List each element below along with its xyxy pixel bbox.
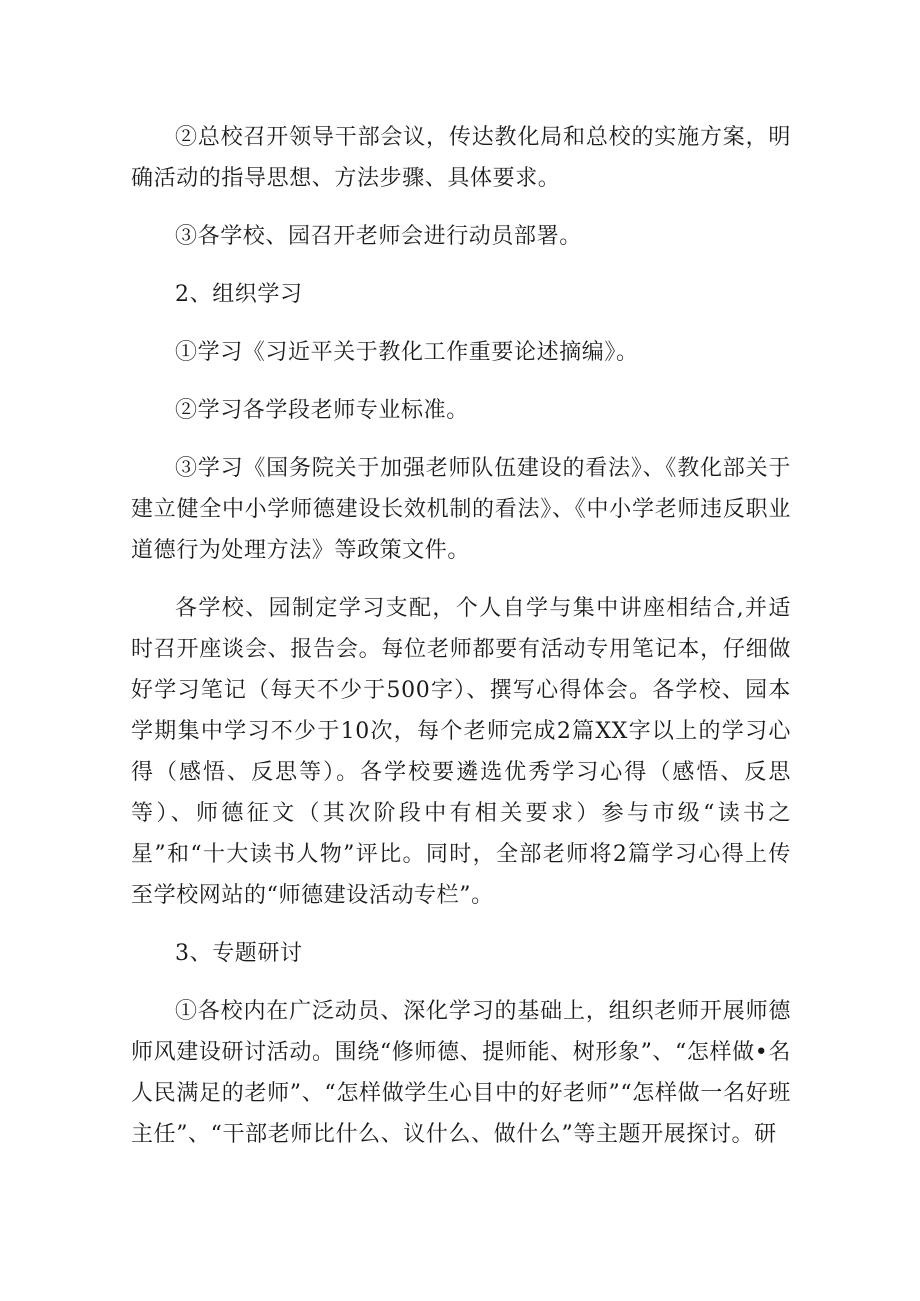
paragraph-study-item-2: ②学习各学段老师专业标准。 — [175, 398, 469, 423]
section-heading-seminar: 3、专题研讨 — [175, 941, 303, 966]
paragraph-meeting: ②总校召开领导干部会议，传达教化局和总校的实施方案，明确活动的指导思想、方法步骤、具体要求。 — [131, 125, 791, 191]
paragraph-study-item-1: ①学习《习近平关于教化工作重要论述摘编》。 — [175, 340, 639, 365]
document-body — [131, 117, 791, 1172]
paragraph-study-item-3: ③学习《国务院关于加强老师队伍建设的看法》、《教化部关于建立健全中小学师德建设长效机制的看法》、《中小学老师违反职业道德行为处理方法》等政策文件。 — [131, 456, 791, 563]
paragraph-study-arrangement: 各学校、园制定学习支配，个人自学与集中讲座相结合,并适时召开座谈会、报告会。每位老师都要有活动专用笔记本，仔细做好学习笔记（每天不少于500字）、撰写心得体会。各学校、园本学期集中学习不少于10次，每个老师完成2篇XX字以上的学习心得（感悟、反思等）。各学校要遴选优秀学习心得（感悟、反思等）、师德征文（其次阶段中有相关要求）参与市级“读书之星”和“十大读书人物”评比。同时，全部老师将2篇学习心得上传至学校网站的“师德建设活动专栏”。 — [131, 596, 791, 908]
section-heading-study: 2、组织学习 — [175, 282, 303, 307]
paragraph-mobilization: ③各学校、园召开老师会进行动员部署。 — [175, 224, 582, 249]
paragraph-seminar-item-1: ①各校内在广泛动员、深化学习的基础上，组织老师开展师德师风建设研讨活动。围绕“修师德、提师能、树形象”、“怎样做•名人民满足的老师”、“怎样做学生心目中的好老师”“怎样做一名好班主任”、“干部老师比什么、议什么、做什么”等主题开展探讨。研 — [131, 999, 791, 1147]
